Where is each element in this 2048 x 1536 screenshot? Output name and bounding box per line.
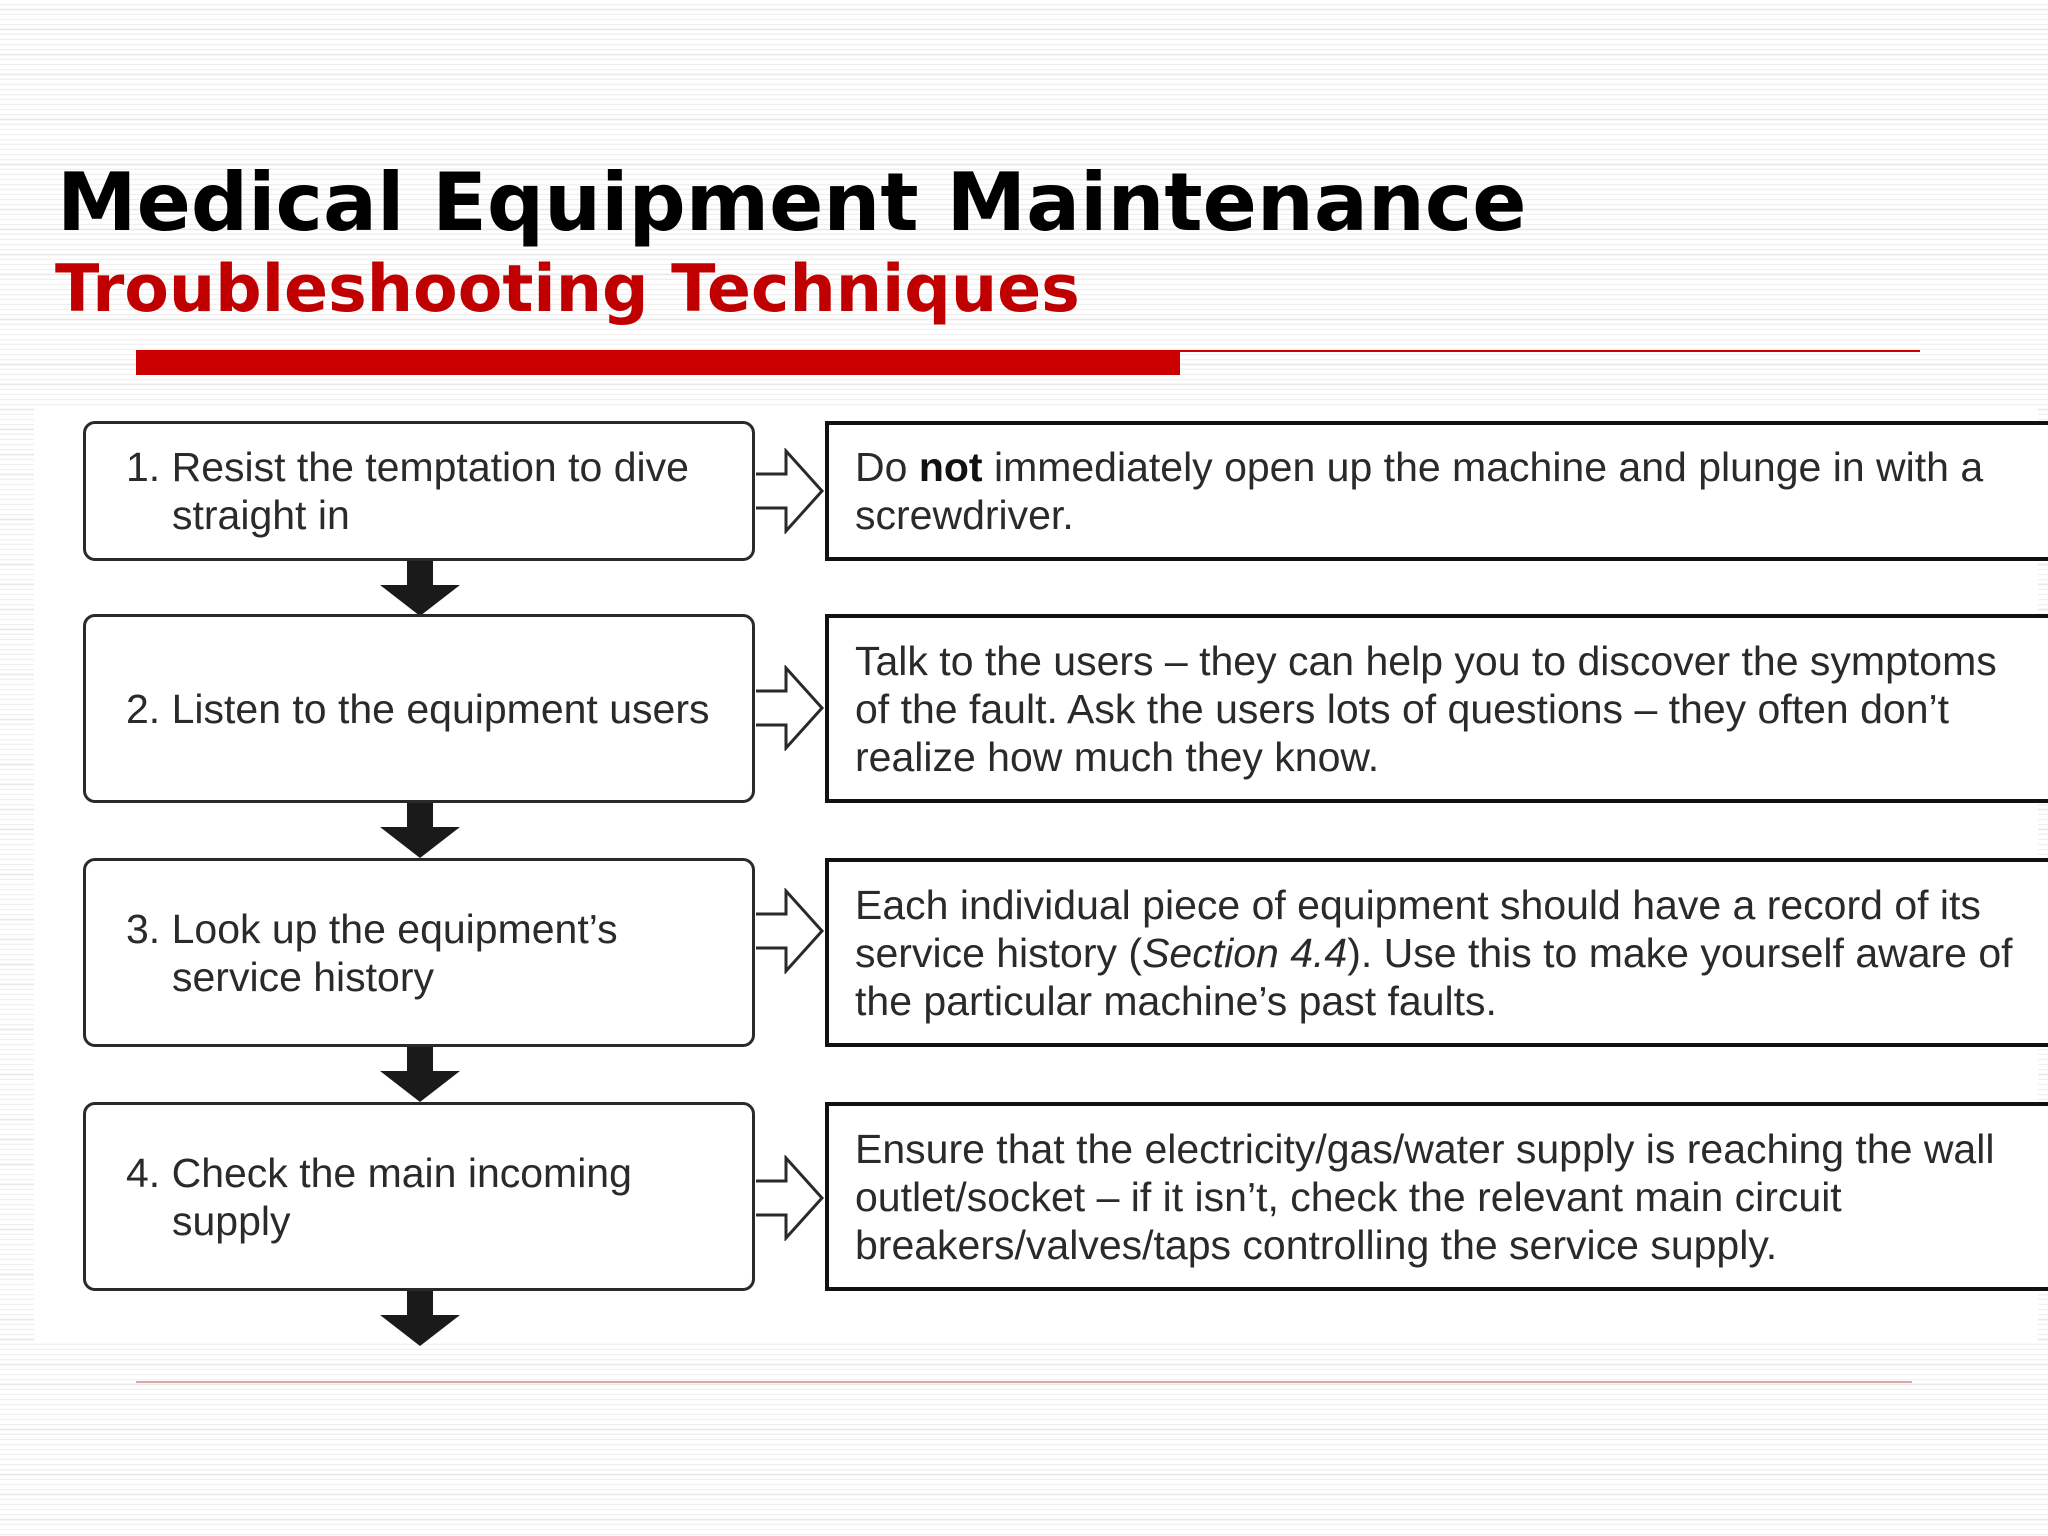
step-box-1 xyxy=(83,421,755,561)
description-text-1-after: immediately open up the machine and plunge in with a screwdriver. xyxy=(855,444,1984,538)
description-text-1 xyxy=(855,443,2027,539)
title-rule-thin xyxy=(1180,350,1920,352)
description-text-3 xyxy=(855,881,2027,1025)
description-text-1-emphasis: not xyxy=(918,444,983,490)
step-label-2: 2. Listen to the equipment users xyxy=(126,685,710,732)
step-box-3 xyxy=(83,858,755,1047)
slide-subtitle: Troubleshooting Techniques xyxy=(55,252,1080,327)
description-text-3-after: ). Use this to make yourself aware of the particular machine’s past faults. xyxy=(855,929,2013,1024)
down-arrow-icon xyxy=(379,1047,461,1103)
footer-rule xyxy=(136,1381,1912,1383)
description-text-3-before: Each individual piece of equipment should have a record of its service history ( xyxy=(855,881,1981,976)
step-label-1: 1. Resist the temptation to dive straight in xyxy=(126,444,689,538)
description-text-1-before: Do xyxy=(855,444,919,490)
description-box-4 xyxy=(825,1102,2048,1291)
description-box-1 xyxy=(825,421,2048,561)
troubleshooting-flowchart xyxy=(34,408,2038,1342)
step-label-3: 3. Look up the equipment’s service history xyxy=(126,905,618,1000)
right-arrow-icon xyxy=(754,1155,826,1241)
description-text-4: Ensure that the electricity/gas/water supply is reaching the wall outlet/socket – if it isn’t, check the relevant main circuit breakers/valves/taps controlling the service supply. xyxy=(855,1125,1995,1268)
step-label-4: 4. Check the main incoming supply xyxy=(126,1149,632,1244)
description-text-3-italic: Section 4.4 xyxy=(1142,929,1348,976)
down-arrow-icon xyxy=(379,803,461,859)
step-box-4 xyxy=(83,1102,755,1291)
description-text-2: Talk to the users – they can help you to discover the symptoms of the fault. Ask the users lots of questions – they often don’t realize how much they know. xyxy=(855,637,1997,780)
right-arrow-icon xyxy=(754,888,826,974)
down-arrow-icon xyxy=(379,561,461,617)
slide-title: Medical Equipment Maintenance xyxy=(57,156,1527,249)
description-box-2 xyxy=(825,614,2048,803)
description-box-3 xyxy=(825,858,2048,1047)
title-rule-thick xyxy=(136,350,1180,375)
down-arrow-icon xyxy=(379,1291,461,1347)
right-arrow-icon xyxy=(754,448,826,534)
right-arrow-icon xyxy=(754,665,826,751)
step-box-2 xyxy=(83,614,755,803)
